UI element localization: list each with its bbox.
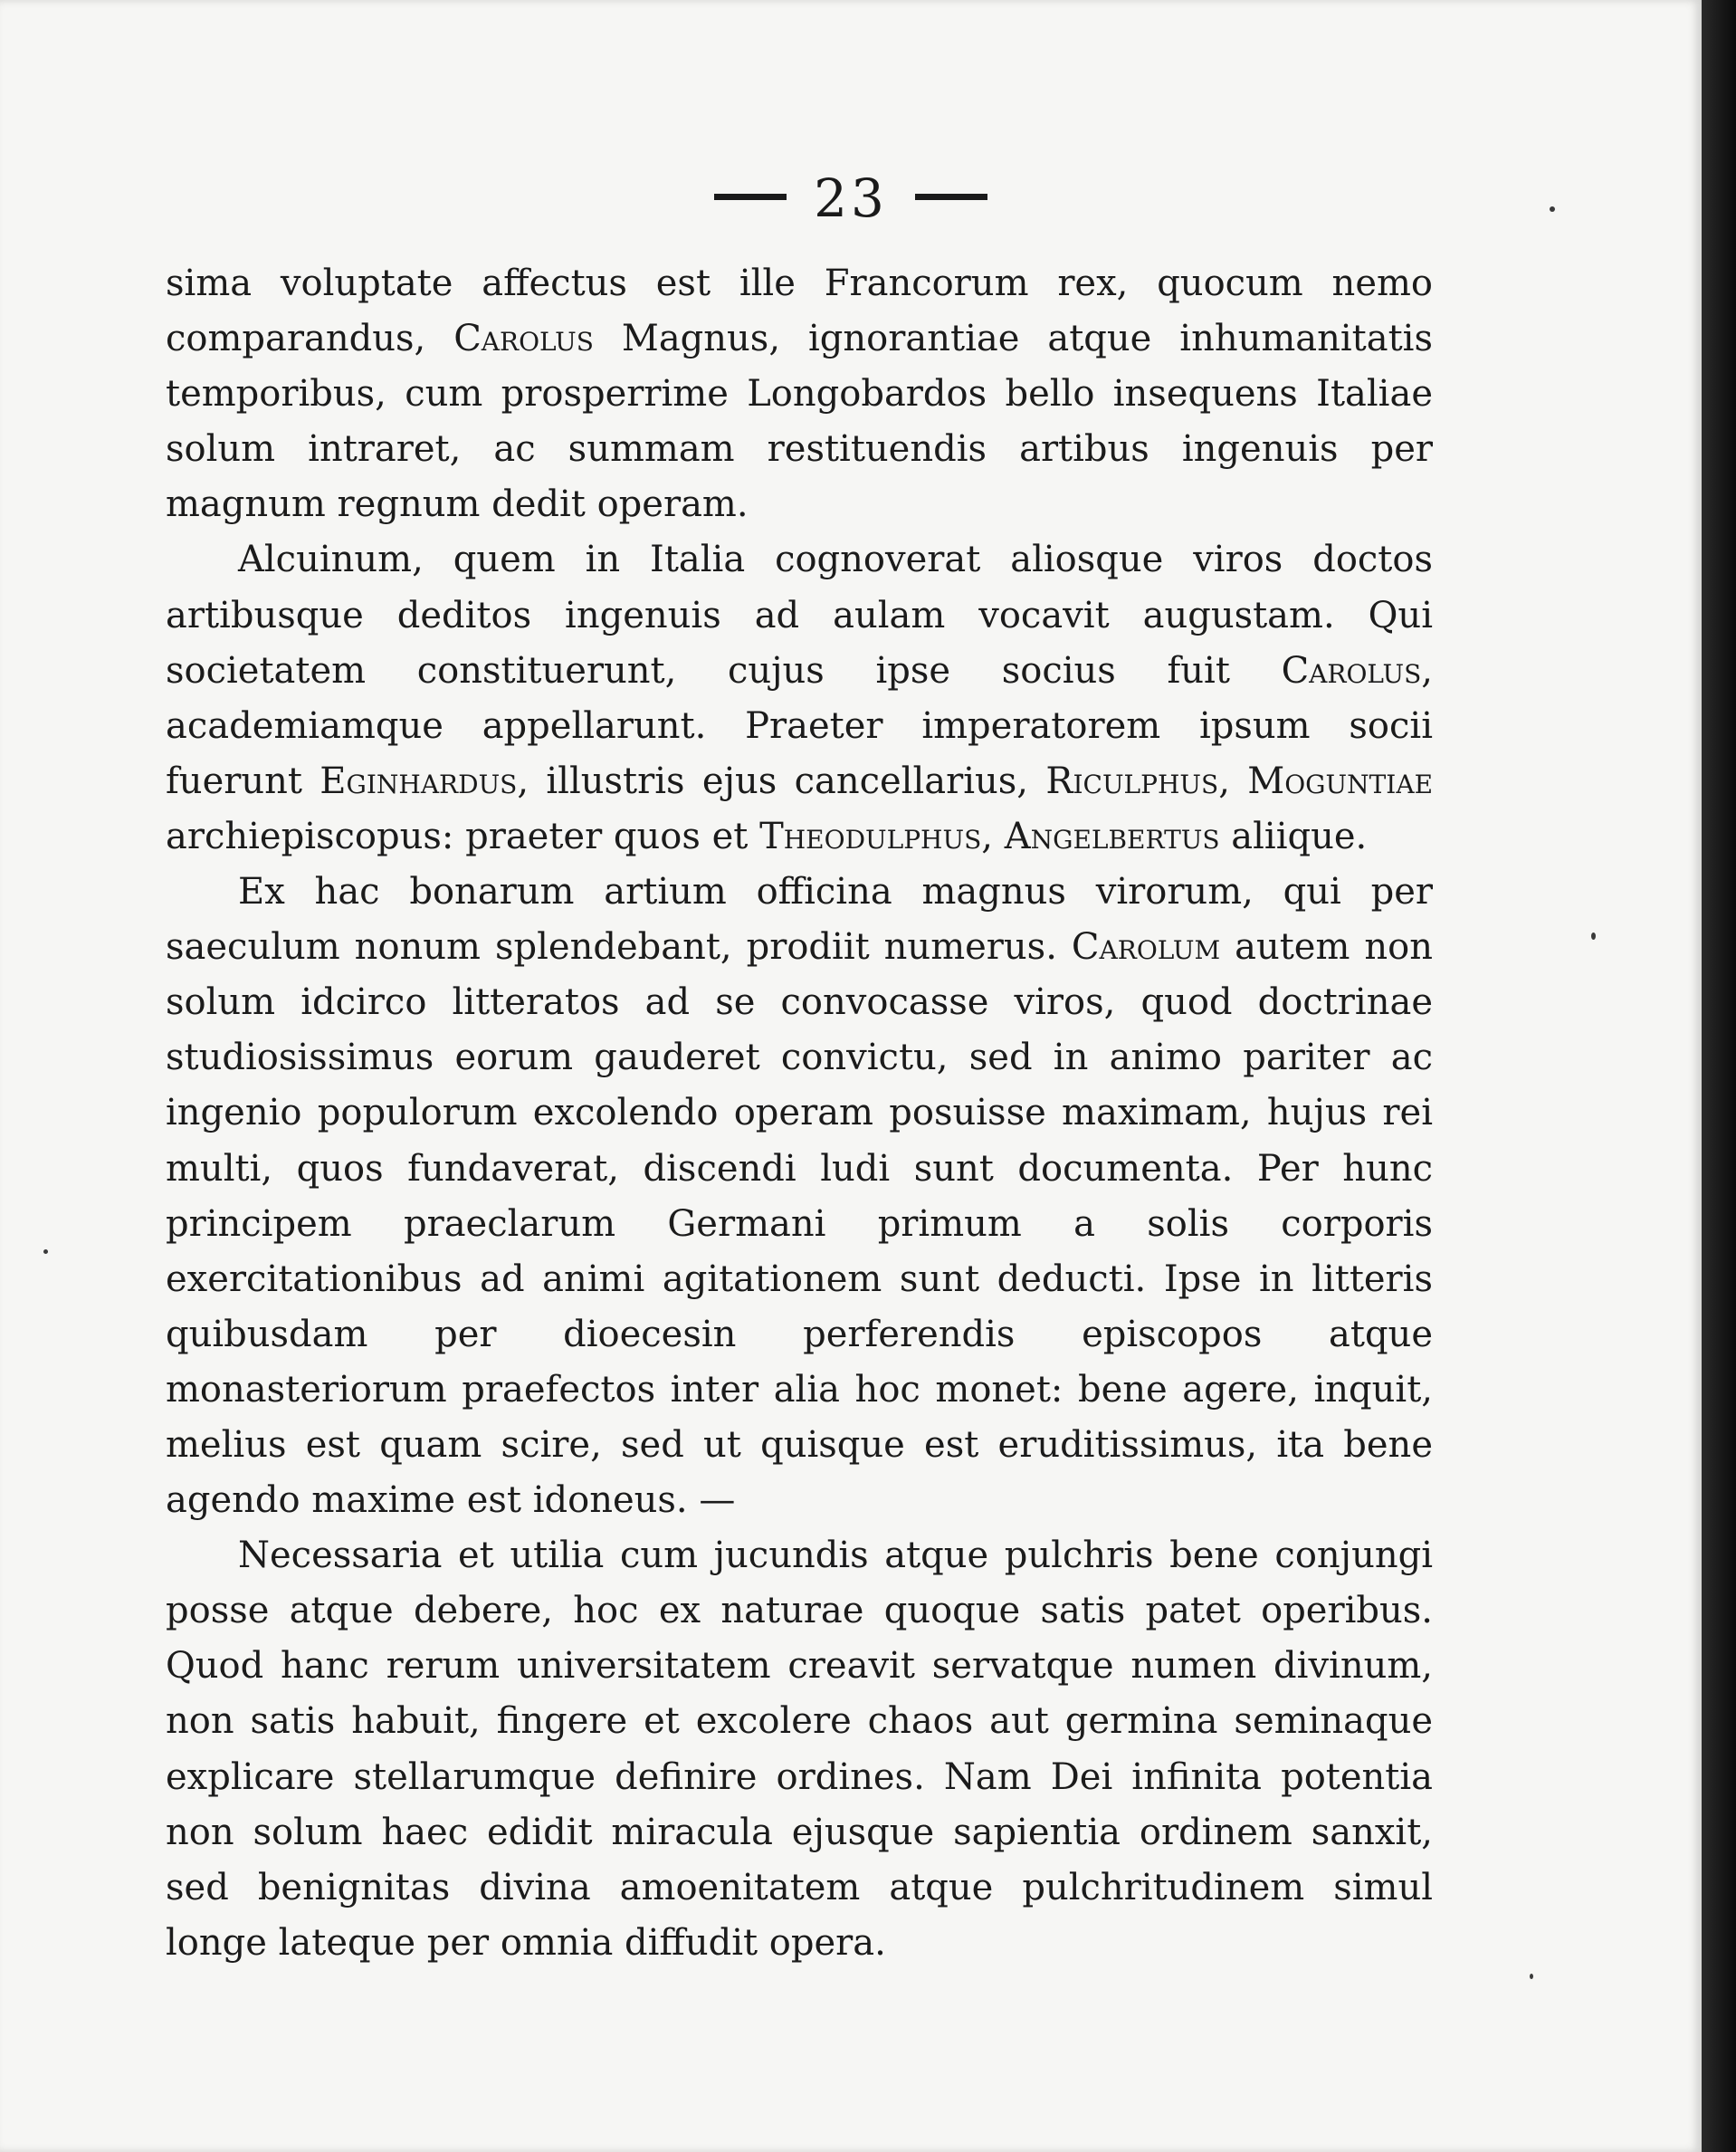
text-run: , academiamque appellarunt. Praeter imperatorem ipsum socii fuerunt bbox=[166, 649, 1433, 802]
paper-speck bbox=[1550, 206, 1555, 212]
proper-name: Carolus bbox=[453, 318, 594, 360]
text-run: aliique. bbox=[1219, 815, 1368, 857]
text-run: Necessaria et utilia cum jucundis atque pulchris bene conjungi posse atque debere, hoc ex naturae quoque satis patet operibus. Quod hanc rerum universitatem creavit servatque numen divinum, non satis habuit, fingere et excolere chaos aut germina seminaque explicare stellarumque definire ordines. Nam Dei infinita potentia non solum haec edidit miracula ejusque sapientia ordinem sanxit, sed benignitas divina amoenitatem atque pulchritudinem simul longe lateque per omnia diffudit opera. bbox=[166, 1535, 1433, 1964]
proper-name: Eginhardus bbox=[320, 760, 518, 802]
text-run: , bbox=[981, 815, 1005, 857]
paragraph bbox=[166, 1528, 1433, 1971]
paragraph bbox=[166, 256, 1433, 532]
proper-name: Moguntiae bbox=[1247, 760, 1434, 802]
text-run: sima voluptate affectus est ille Francorum rex, quocum nemo comparandus, bbox=[166, 263, 1433, 360]
text-run: Ex hac bonarum artium officina magnus virorum, qui per saeculum nonum splendebant, prodiit numerus. bbox=[166, 871, 1433, 969]
page-number: 23 bbox=[814, 167, 888, 229]
text-run: Alcuinum, quem in Italia cognoverat aliosque viros doctos artibusque deditos ingenuis ad aulam vocavit augustam. Qui societatem constituerunt, cujus ipse socius fuit bbox=[166, 539, 1433, 692]
header-dash-left bbox=[714, 194, 787, 200]
text-run: , illustris ejus cancellarius, bbox=[517, 760, 1046, 802]
proper-name: Angelbertus bbox=[1004, 815, 1220, 857]
paragraph bbox=[166, 532, 1433, 865]
proper-name: Carolum bbox=[1071, 926, 1221, 969]
scan-edge bbox=[1702, 0, 1736, 2152]
paragraph bbox=[166, 865, 1433, 1528]
proper-name: Carolus bbox=[1281, 649, 1422, 692]
header-dash-right bbox=[915, 194, 987, 200]
proper-name: Theodulphus bbox=[759, 815, 982, 857]
paper-speck bbox=[1591, 933, 1596, 940]
text-run: archiepiscopus: praeter quos et bbox=[166, 815, 760, 857]
proper-name: Riculphus bbox=[1045, 760, 1219, 802]
text-run: autem non solum idcirco litteratos ad se convocasse viros, quod doctrinae studiosissimus eorum gauderet convictu, sed in animo pariter ac ingenio populorum excolendo operam posuisse maximam, hujus rei multi, quos fundaverat, discendi ludi sunt documenta. Per hunc principem praeclarum Germani primum a solis corporis exercitationibus ad animi agitationem sunt deducti. Ipse in litteris quibusdam per dioecesin perferendis episcopos atque monasteriorum praefectos inter alia hoc monet: bene agere, inquit, melius est quam scire, sed ut quisque est eruditissimus, ita bene agendo maxime est idoneus. — bbox=[166, 926, 1433, 1522]
paper-speck bbox=[1530, 1974, 1533, 1979]
body-text bbox=[166, 256, 1433, 1971]
paper-speck bbox=[43, 1249, 48, 1254]
page-header bbox=[0, 167, 1702, 229]
text-run: , bbox=[1218, 760, 1248, 802]
text-run: Magnus, ignorantiae atque inhumanitatis temporibus, cum prosperrime Longobardos bello insequens Italiae solum intraret, ac summam restituendis artibus ingenuis per magnum regnum dedit operam. bbox=[166, 318, 1434, 526]
